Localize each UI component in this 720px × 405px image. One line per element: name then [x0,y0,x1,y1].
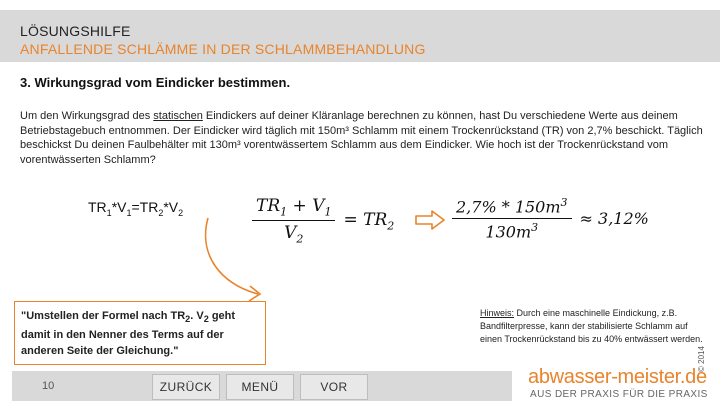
formula-term: TR [256,196,281,216]
formula-subscript: 1 [280,205,288,219]
menu-button[interactable]: MENÜ [226,374,294,400]
hint-text: Durch eine maschinelle Eindickung, z.B. Bandfilterpresse, kann der stabilisierte Schlamm auf einen Trockenrückstand bis zu 40% entwässert werden. [480,308,703,344]
formula-term: = TR [343,209,388,230]
formula-term: V [284,223,297,244]
explanation-text [21,308,261,359]
formula-term: =TR [131,199,159,215]
formula-result-value: ≈ 3,12% [579,209,649,229]
intro-text-start: Um den Wirkungsgrad des [20,110,154,122]
explanation-box [14,301,266,365]
copyright-note: © 2014 [697,346,706,372]
header-subtitle: ANFALLENDE SCHLÄMME IN DER SCHLAMMBEHANDLUNG [20,41,426,57]
section-heading: 3. Wirkungsgrad vom Eindicker bestimmen. [20,75,291,90]
fraction-denominator [284,221,303,245]
formula-term: TR [88,199,107,215]
fraction-denominator [485,219,538,241]
formula-superscript: 3 [531,221,539,235]
header-bar [0,10,720,62]
formula-subscript: 1 [324,205,332,219]
right-arrow-icon [415,210,445,230]
formula-subscript: 2 [387,219,395,233]
hint-label: Hinweis: [480,308,515,318]
intro-paragraph [20,109,710,167]
next-button[interactable]: VOR [300,374,368,400]
formula-subscript: 1 [106,207,112,218]
formula-subscript: 1 [126,207,132,218]
intro-text-rest: Eindickers auf deiner Kläranlage berechnen zu können, hast Du verschiedene Werte aus deinem Betriebstagebuch entnommen. Der Eindicker wird täglich mit 150m³ Schlamm mit einem Trockenrückstand (TR) von 2,7% beschickt. Täglich beschickst Du deinen Faulbehälter mit 130m³ vorentwässertem Schlamm aus dem Eindicker. Wie hoch ist der Trockenrückstand vom vorentwässerten Schlamm? [20,110,703,166]
curved-arrow-icon [200,214,280,304]
explanation-subscript: 2 [185,314,191,325]
hint-note [480,307,705,346]
formula-term: *V [163,199,179,215]
back-button[interactable]: ZURÜCK [152,374,220,400]
page-number: 10 [42,380,55,392]
formula-term: 2,7% * 150m [456,197,561,217]
footer-nav-bar [12,371,512,401]
explanation-part: geht damit in den Nenner des Terms auf der anderen Seite der Gleichung." [21,310,236,358]
fraction [452,196,572,242]
formula-superscript: 3 [560,196,568,209]
explanation-part: . V [190,310,204,322]
logo-tagline: AUS DER PRAXIS FÜR DIE PRAXIS [530,389,708,400]
formula-subscript: 2 [178,207,184,218]
logo-wordmark: abwasser-meister.de [528,366,707,388]
fraction-numerator [452,196,572,219]
formula-subscript: 2 [158,207,164,218]
brand-logo[interactable] [528,366,713,402]
intro-underlined-word: statischen [153,110,203,122]
header-title: LÖSUNGSHILFE [20,23,131,39]
formula-term: 130m [485,222,532,242]
formula-subscript: 2 [296,232,304,246]
formula-rhs [343,210,394,232]
formula-plain [88,199,183,218]
explanation-part: "Umstellen der Formel nach TR [21,310,186,322]
formula-term: + V [287,196,325,216]
explanation-subscript: 2 [203,314,209,325]
formula-term: *V [111,199,127,215]
formula-result [452,196,649,242]
